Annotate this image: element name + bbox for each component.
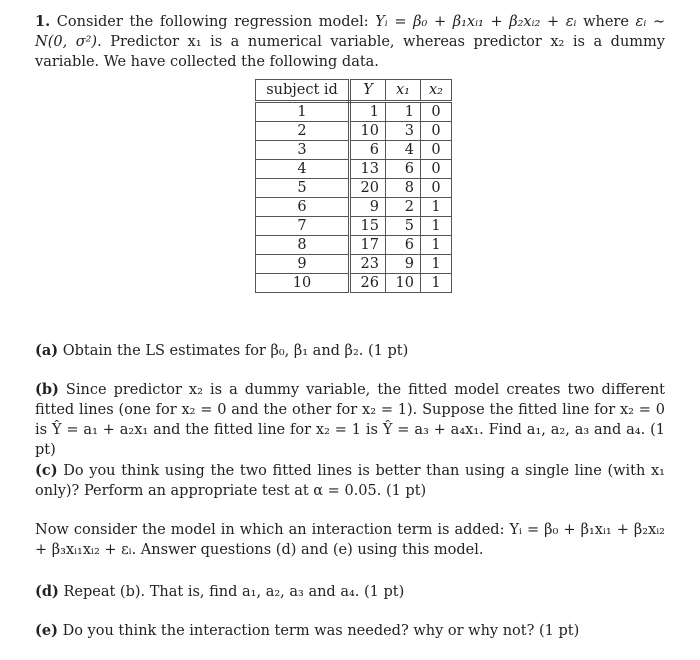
cell-y: 13 xyxy=(350,160,386,179)
cell-y: 1 xyxy=(350,102,386,122)
cell-y: 9 xyxy=(350,198,386,217)
cell-y: 23 xyxy=(350,255,386,274)
question-a-text: Obtain the LS estimates for β₀, β₁ and β₂. (1 pt) xyxy=(62,343,409,359)
header-x2: x₂ xyxy=(421,80,452,102)
question-c-text: Do you think using the two fitted lines is better than using a single line (with x₁ only)? Perform an appropriate test at α = 0.05. (1 pt) xyxy=(35,463,665,499)
header-y: Y xyxy=(350,80,386,102)
cell-x1: 10 xyxy=(386,274,421,293)
problem-number: 1. xyxy=(35,13,51,30)
cell-subject-id: 4 xyxy=(256,160,350,179)
cell-y: 6 xyxy=(350,141,386,160)
cell-subject-id: 9 xyxy=(256,255,350,274)
table-row xyxy=(256,274,452,293)
cell-x2: 1 xyxy=(421,255,452,274)
cell-subject-id: 5 xyxy=(256,179,350,198)
question-d-label: (d) xyxy=(35,583,59,600)
cell-y: 20 xyxy=(350,179,386,198)
cell-subject-id: 7 xyxy=(256,217,350,236)
question-a xyxy=(35,341,665,361)
table-header-row xyxy=(256,80,452,102)
regression-model: Yᵢ = β₀ + β₁xᵢ₁ + β₂xᵢ₂ + εᵢ xyxy=(375,14,577,30)
cell-x2: 1 xyxy=(421,236,452,255)
data-table xyxy=(255,79,452,293)
cell-x1: 2 xyxy=(386,198,421,217)
cell-y: 10 xyxy=(350,122,386,141)
question-d xyxy=(35,582,665,602)
header-x1: x₁ xyxy=(386,80,421,102)
cell-x2: 0 xyxy=(421,102,452,122)
cell-y: 17 xyxy=(350,236,386,255)
cell-y: 26 xyxy=(350,274,386,293)
error-distribution: εᵢ ∼ N(0, σ²). xyxy=(35,14,666,50)
table-row xyxy=(256,160,452,179)
cell-x2: 1 xyxy=(421,274,452,293)
header-subject-id: subject id xyxy=(256,80,350,102)
question-b xyxy=(35,380,665,460)
question-b-text: Since predictor x₂ is a dummy variable, the fitted model creates two different fitted lines (one for x₂ = 0 and the other for x₂ = 1). Suppose the fitted line for x₂ = 0 is Ŷ = a₁ + a₂x₁ and the fitted line for x₂ = 1 is Ŷ = a₃ + a₄x₁. Find a₁, a₂, a₃ and a₄. (1 pt) xyxy=(35,382,666,458)
question-e-label: (e) xyxy=(35,622,58,639)
problem-intro xyxy=(35,12,665,72)
table-row xyxy=(256,198,452,217)
question-d-text: Repeat (b). That is, find a₁, a₂, a₃ and a₄. (1 pt) xyxy=(63,584,405,600)
table-row xyxy=(256,179,452,198)
cell-x2: 0 xyxy=(421,160,452,179)
question-c xyxy=(35,461,665,501)
cell-subject-id: 6 xyxy=(256,198,350,217)
cell-x1: 8 xyxy=(386,179,421,198)
question-e xyxy=(35,621,665,641)
cell-x1: 6 xyxy=(386,160,421,179)
question-c-label: (c) xyxy=(35,462,58,479)
cell-x1: 3 xyxy=(386,122,421,141)
cell-subject-id: 1 xyxy=(256,102,350,122)
cell-subject-id: 8 xyxy=(256,236,350,255)
interaction-model-intro xyxy=(35,520,665,560)
cell-x1: 6 xyxy=(386,236,421,255)
intro-text-b: where xyxy=(576,14,636,30)
table-row xyxy=(256,141,452,160)
table-row xyxy=(256,255,452,274)
table-row xyxy=(256,122,452,141)
question-e-text: Do you think the interaction term was needed? why or why not? (1 pt) xyxy=(62,623,580,639)
cell-x2: 1 xyxy=(421,198,452,217)
cell-x2: 0 xyxy=(421,122,452,141)
cell-x2: 0 xyxy=(421,179,452,198)
intro-text-c: Predictor x₁ is a numerical variable, whereas predictor x₂ is a dummy variable. We have collected the following data. xyxy=(35,34,665,70)
cell-subject-id: 2 xyxy=(256,122,350,141)
intro-text-a: Consider the following regression model: xyxy=(56,14,376,30)
interaction-model-text: Now consider the model in which an interaction term is added: Yᵢ = β₀ + β₁xᵢ₁ + β₂xᵢ₂ + β₃xᵢ₁xᵢ₂ + εᵢ. Answer questions (d) and (e) using this model. xyxy=(35,522,665,558)
cell-x1: 4 xyxy=(386,141,421,160)
cell-x2: 1 xyxy=(421,217,452,236)
cell-x1: 5 xyxy=(386,217,421,236)
cell-x1: 9 xyxy=(386,255,421,274)
cell-x1: 1 xyxy=(386,102,421,122)
question-a-label: (a) xyxy=(35,342,59,359)
cell-subject-id: 3 xyxy=(256,141,350,160)
question-b-label: (b) xyxy=(35,381,59,398)
table-row xyxy=(256,236,452,255)
cell-y: 15 xyxy=(350,217,386,236)
cell-subject-id: 10 xyxy=(256,274,350,293)
table-row xyxy=(256,217,452,236)
table-row xyxy=(256,102,452,122)
cell-x2: 0 xyxy=(421,141,452,160)
